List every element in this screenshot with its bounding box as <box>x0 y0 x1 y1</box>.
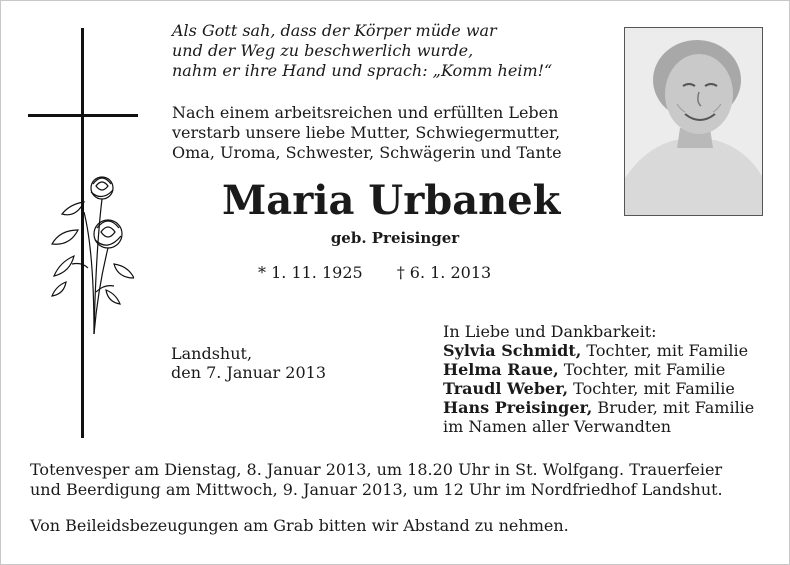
place-date <box>171 344 326 382</box>
intro-line: Nach einem arbeitsreichen und erfüllten Leben <box>172 103 559 122</box>
intro-line: verstarb unsere liebe Mutter, Schwiegermutter, <box>172 123 561 142</box>
mourner-entry <box>443 360 754 379</box>
intro-text <box>172 103 562 163</box>
mourners-closing: im Namen aller Verwandten <box>443 417 672 436</box>
life-dates <box>258 263 491 282</box>
mourner-name: Hans Preisinger, <box>443 398 593 417</box>
mourners-list <box>443 322 754 436</box>
mourner-entry <box>443 398 754 417</box>
mourner-entry <box>443 379 754 398</box>
roses-icon <box>44 172 134 342</box>
date: den 7. Januar 2013 <box>171 363 327 382</box>
mourners-heading: In Liebe und Dankbarkeit: <box>443 322 657 341</box>
poem-line: und der Weg zu beschwerlich wurde, <box>172 41 474 60</box>
death-date: † 6. 1. 2013 <box>396 263 492 282</box>
poem-line: Als Gott sah, dass der Körper müde war <box>172 21 497 40</box>
mourner-relation: Tochter, mit Familie <box>558 360 726 379</box>
mourner-name: Sylvia Schmidt, <box>443 341 582 360</box>
service-line: und Beerdigung am Mittwoch, 9. Januar 2013, um 12 Uhr im Nordfriedhof Landshut. <box>30 480 723 499</box>
service-details <box>30 460 723 500</box>
condolence-note: Von Beileidsbezeugungen am Grab bitten wir Abstand zu nehmen. <box>30 516 569 535</box>
birth-name: geb. Preisinger <box>330 229 460 247</box>
poem-line: nahm er ihre Hand und sprach: „Komm heim!“ <box>172 61 553 80</box>
mourner-relation: Bruder, mit Familie <box>592 398 755 417</box>
deceased-name: Maria Urbanek <box>222 177 561 224</box>
poem <box>172 21 552 81</box>
mourner-name: Helma Raue, <box>443 360 559 379</box>
birth-date: * 1. 11. 1925 <box>258 263 363 282</box>
mourner-entry <box>443 341 754 360</box>
intro-line: Oma, Uroma, Schwester, Schwägerin und Tante <box>172 143 562 162</box>
portrait-image <box>625 28 762 215</box>
portrait-photo <box>624 27 763 216</box>
place: Landshut, <box>171 344 253 363</box>
mourner-relation: Tochter, mit Familie <box>568 379 735 398</box>
service-line: Totenvesper am Dienstag, 8. Januar 2013, um 18.20 Uhr in St. Wolfgang. Trauerfeier <box>30 460 723 479</box>
mourner-name: Traudl Weber, <box>443 379 569 398</box>
mourner-relation: Tochter, mit Familie <box>581 341 749 360</box>
